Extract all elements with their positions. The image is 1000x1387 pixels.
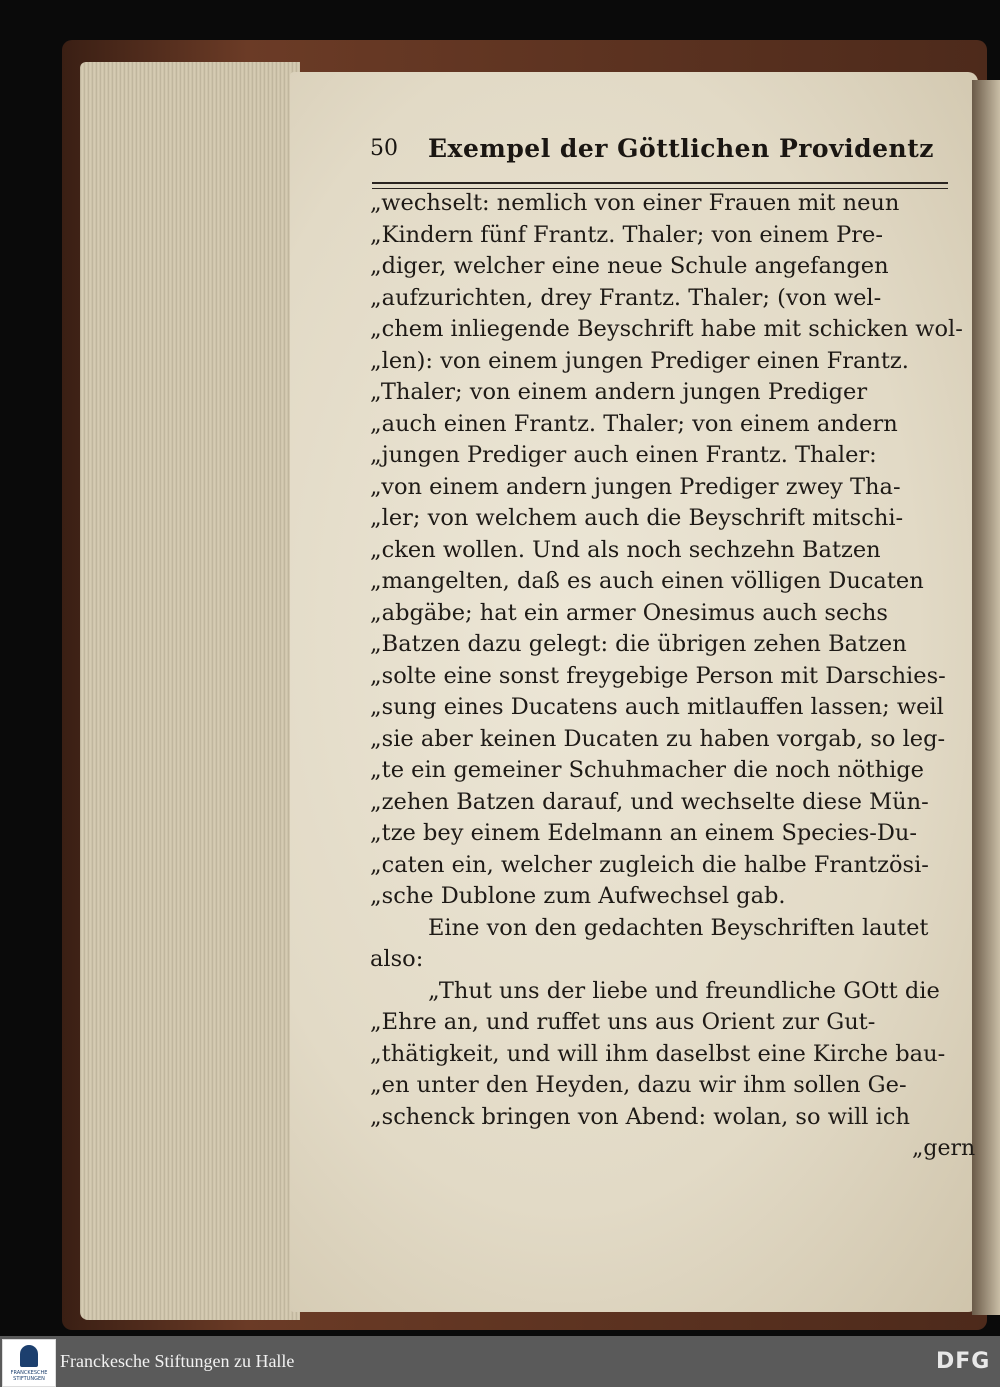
page-number: 50: [370, 136, 398, 161]
page-body: [370, 188, 963, 1133]
page-header: [370, 128, 950, 168]
text-line: „solte eine sonst freygebige Person mit Darschies-: [370, 662, 946, 689]
text-line: „sung eines Ducatens auch mitlauffen lassen; weil: [370, 694, 944, 720]
catchword: „gern: [912, 1136, 976, 1161]
text-line: „sie aber keinen Ducaten zu haben vorgab, so leg-: [370, 725, 946, 752]
text-line: „diger, welcher eine neue Schule angefangen: [370, 253, 889, 279]
text-line: „jungen Prediger auch einen Frantz. Thaler:: [370, 442, 877, 468]
text-line: „Thaler; von einem andern jungen Prediger: [370, 379, 868, 405]
text-line: „cken wollen. Und als noch sechzehn Batzen: [370, 536, 881, 563]
text-line: „Kindern fünf Frantz. Thaler; von einem Pre-: [370, 221, 883, 248]
facing-page-edge: [972, 80, 1000, 1315]
text-line: „Thut uns der liebe und freundliche GOtt die: [428, 977, 940, 1004]
text-line: „en unter den Heyden, dazu wir ihm sollen Ge-: [370, 1072, 907, 1098]
text-line: „sche Dublone zum Aufwechsel gab.: [370, 883, 786, 909]
text-line: „schenck bringen von Abend: wolan, so will ich: [370, 1103, 910, 1130]
logo-caption: FRANCKESCHE STIFTUNGEN: [10, 1370, 48, 1382]
orphanage-building-icon: [20, 1345, 38, 1367]
page-edges: [80, 62, 300, 1320]
text-line: „len): von einem jungen Prediger einen Frantz.: [370, 347, 909, 374]
text-line: „Ehre an, und ruffet uns aus Orient zur Gut-: [370, 1009, 876, 1035]
text-line: „chem inliegende Beyschrift habe mit schicken wol-: [370, 316, 963, 342]
text-line: „thätigkeit, und will ihm daselbst eine Kirche bau-: [370, 1040, 946, 1067]
text-line: also:: [370, 946, 424, 972]
institution-logo[interactable]: [2, 1339, 56, 1387]
text-line: „tze bey einem Edelmann an einem Species-Du-: [370, 820, 918, 846]
dfg-logo[interactable]: DFG: [936, 1349, 991, 1374]
text-line: „wechselt: nemlich von einer Frauen mit neun: [370, 190, 900, 216]
text-line: Eine von den gedachten Beyschriften lautet: [428, 914, 929, 941]
text-line: „mangelten, daß es auch einen völligen Ducaten: [370, 568, 924, 594]
text-line: „zehen Batzen darauf, und wechselte diese Mün-: [370, 788, 929, 815]
running-head: Exempel der Göttlichen Providentz: [428, 134, 934, 163]
text-line: „te ein gemeiner Schuhmacher die noch nöthige: [370, 757, 924, 783]
text-line: „ler; von welchem auch die Beyschrift mitschi-: [370, 505, 904, 531]
text-line: „von einem andern jungen Prediger zwey Tha-: [370, 473, 901, 500]
text-line: „aufzurichten, drey Frantz. Thaler; (von wel-: [370, 284, 882, 311]
text-line: „caten ein, welcher zugleich die halbe Frantzösi-: [370, 851, 929, 878]
text-line: „Batzen dazu gelegt: die übrigen zehen Batzen: [370, 631, 907, 657]
text-line: „abgäbe; hat ein armer Onesimus auch sechs: [370, 599, 888, 626]
institution-name[interactable]: Franckesche Stiftungen zu Halle: [60, 1351, 295, 1371]
text-line: „auch einen Frantz. Thaler; von einem andern: [370, 410, 898, 437]
